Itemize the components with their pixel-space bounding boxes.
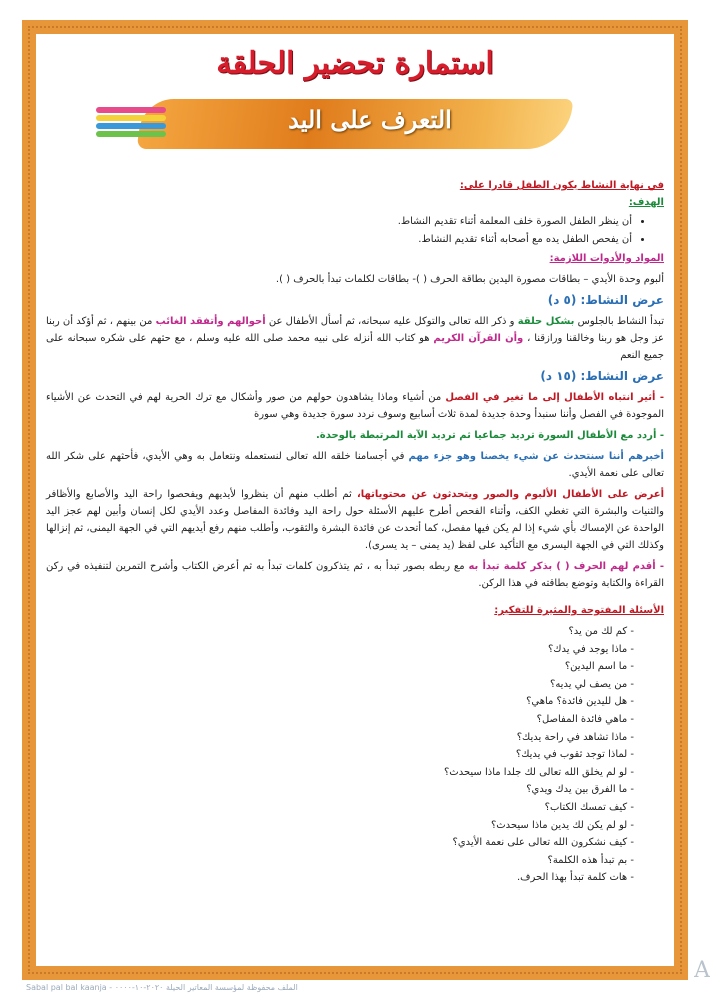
activity2-paragraph-5 — [46, 558, 664, 592]
goal-item: • أن ينظر الطفل الصورة خلف المعلمة أثناء تقديم النشاط. — [46, 213, 632, 230]
text-run: أخبرهم أننا سنتحدث عن شيء يخصنا وهو جزء مهم — [408, 451, 664, 462]
question-item: - كم لك من يد؟ — [46, 623, 634, 641]
goal-item: • أن يفحص الطفل يده مع أصحابه أثناء تقديم النشاط. — [46, 231, 632, 248]
text-run: أحوالهم وأتفقد الغائب — [155, 316, 266, 327]
text-run: ثم أطلب منهم أن ينظروا لأيديهم ويفحصوا راحة اليد والأصابع والأظافر والثنيات والبشرة التي تغطي الكف، وأثناء الفحص أطرح عليهم الأسئلة حول راحة اليد وفائدة المفاصل وعدد الأيدي لكل إنسان وأبين لهم عجز اليد الواحدة عن الإمساك بأي شيء إذا لم يكن فيها مفصل، كما أتحدث عن فائدة البشرة والثقوب، وأطلب منهم رفع أيديهم التي في الجهة اليمنى، ثم إنزالها وكذلك التي في الجهة اليسرى مع التأكيد على لفظ (يد يمنى – يد يسرى). — [46, 489, 664, 551]
text-run: وأن القرآن الكريم — [433, 333, 524, 344]
question-item: - ما الفرق بين يدك ويدي؟ — [46, 781, 634, 799]
text-run: - أثير انتباه الأطفال إلى ما تغير في الفصل — [445, 392, 664, 403]
question-item: - ماذا تشاهد في راحة يديك؟ — [46, 729, 634, 747]
question-item: - لو لم يكن لك يدين ماذا سيحدث؟ — [46, 817, 634, 835]
text-run: بشكل حلقة — [517, 316, 575, 327]
question-item: - ماذا يوجد في يدك؟ — [46, 641, 634, 659]
materials-text: ألبوم وحدة الأيدي – بطاقات مصورة اليدين بطاقة الحرف ( )- بطاقات لكلمات تبدأ بالحرف ( ). — [275, 274, 664, 285]
activity1-heading: عرض النشاط: (٥ د) — [547, 293, 664, 307]
question-item: - ماهي فائدة المفاصل؟ — [46, 711, 634, 729]
questions-list — [46, 623, 664, 887]
pencils-icon — [96, 107, 166, 143]
text-run: من بينهم ، ثم أؤكد أن ربنا عز وجل هو ربنا وخالقنا ورازقنا ، — [46, 316, 664, 344]
text-run: من أشياء وماذا يشاهدون حولهم من صور وأشكال مع ترك الحرية لهم في التحدث عن الأشياء الموجودة في الفصل وأننا سنبدأ وحدة جديدة لمدة ثلاث أسابيع وسوف نردد سورة جديدة وهي سورة — [46, 392, 664, 420]
text-run: تبدأ النشاط بالجلوس — [574, 316, 664, 327]
document-body — [46, 177, 664, 887]
question-item: - هل لليدين فائدة؟ ماهي؟ — [46, 693, 634, 711]
materials-heading: المواد والأدوات اللازمة: — [549, 253, 664, 264]
question-item: - هات كلمة تبدأ بهذا الحرف. — [46, 869, 634, 887]
activity1-paragraph — [46, 313, 664, 364]
questions-heading: الأسئلة المفتوحة والمثيرة للتفكير: — [494, 605, 664, 616]
intro-heading: في نهاية النشاط يكون الطفل قادرا على: — [459, 180, 664, 191]
text-run: هو كتاب الله أنزله على نبيه محمد صلى الله عليه وسلم ، مع حثهم على شكره سبحانه على جميع النعم — [46, 333, 664, 361]
text-run: مع ربطه بصور تبدأ به ، ثم يتذكرون كلمات تبدأ به ثم أعرض الكتاب وأشرح التمرين لتنفيذه في ركن القراءة والكتابة وتوضع بطاقته في هذا الركن. — [46, 561, 664, 589]
question-item: - بم تبدأ هذه الكلمة؟ — [46, 852, 634, 870]
activity2-paragraph-1 — [46, 389, 664, 423]
topic-banner — [140, 93, 570, 157]
text-run: أعرض على الأطفال الألبوم والصور ويتحدثون عن محتوياتها، — [356, 489, 665, 500]
question-item: - ما اسم اليدين؟ — [46, 658, 634, 676]
footer-text: الملف محفوظة لمؤسسة المعاتير الحيلة ٢٠٢٠-١٠-٠٠٠٠ - Sabal pal bal kaanja — [26, 983, 298, 992]
question-item: - من يصف لي يديه؟ — [46, 676, 634, 694]
goal-heading: الهدف: — [628, 197, 664, 208]
question-item: - لو لم يخلق الله تعالى لك جلدا ماذا سيحدث؟ — [46, 764, 634, 782]
text-run: و ذكر الله تعالى والتوكل عليه سبحانه، ثم أسأل الأطفال عن — [265, 316, 518, 327]
document-page — [46, 38, 664, 968]
activity2-paragraph-2: - أردد مع الأطفال السورة ترديد جماعيا ثم ترديد الآية المرتبطة بالوحدة. — [316, 430, 664, 441]
activity2-heading: عرض النشاط: (١٥ د) — [540, 369, 664, 383]
activity2-paragraph-3 — [46, 448, 664, 482]
text-run: في أجسامنا خلقه الله تعالى لنستعمله ونتعامل به وهي الأيدي، فأحثهم على شكر الله تعالى على نعمة الأيدي. — [46, 451, 664, 479]
logo-letter: A — [694, 958, 710, 983]
question-item: - لماذا توجد ثقوب في يديك؟ — [46, 746, 634, 764]
goals-list — [46, 213, 646, 248]
question-item: - كيف تمسك الكتاب؟ — [46, 799, 634, 817]
text-run: - أقدم لهم الحرف ( ) بذكر كلمة تبدأ به — [468, 561, 664, 572]
page-title: استمارة تحضير الحلقة — [216, 46, 494, 81]
question-item: - كيف نشكرون الله تعالى على نعمة الأيدي؟ — [46, 834, 634, 852]
banner-label: التعرف على اليد — [288, 105, 452, 134]
activity2-paragraph-4 — [46, 486, 664, 554]
